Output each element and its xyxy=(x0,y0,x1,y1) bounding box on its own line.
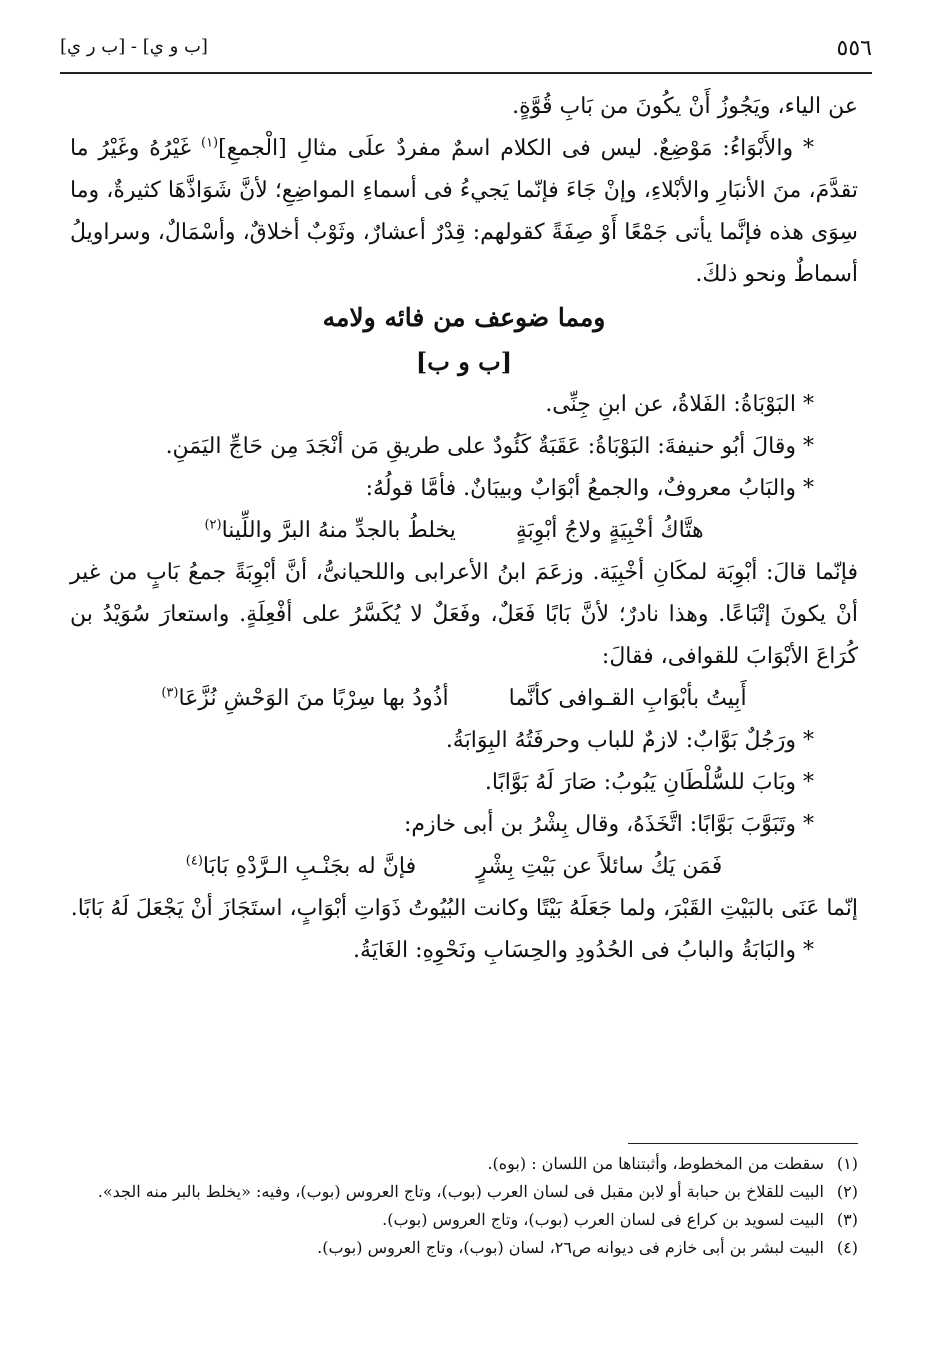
footnote-text: البيت لسويد بن كراع فى لسان العرب (بوب)، وتاج العروس (بوب). xyxy=(382,1210,824,1229)
verse-3-second-text: فإنَّ له بجَنْـبِ الـرَّدْهِ بَابَا xyxy=(202,854,417,879)
footnote-marker: (١) xyxy=(836,1154,858,1173)
header-rule xyxy=(60,72,872,74)
verse-2-second-hemistich xyxy=(161,678,448,720)
footnote xyxy=(76,1234,858,1262)
page-header xyxy=(60,30,872,70)
entry-text: * والأَبْوَاءُ: مَوْضِعٌ. ليس فى الكلام اسمٌ مفردٌ علَى مثالِ [الْجمعِ] xyxy=(218,136,814,161)
footnote-marker: (٢) xyxy=(836,1182,858,1201)
footnotes xyxy=(76,1150,858,1262)
paragraph: فإنّما قالَ: أبْوِبَة لمكَانِ أخْبِيَة. وزعَمَ ابنُ الأعرابى واللحيانىُّ، أنَّ أبْوِبَةً جمعُ بَابٍ من غير أنْ يكونَ إتْبَاعًا. وهذا نادرٌ؛ لأنَّ بَابًا فَعَلٌ، وفَعَلٌ لا يُكَسَّرُ على أفْعِلَةٍ. واستعارَ سُوَيْدُ بن كُرَاعَ الأبْوَابَ للقوافى، فقالَ: xyxy=(70,560,858,669)
entry-bawwab: * ورَجُلٌ بَوَّابٌ: لازمٌ للباب وحرفَتُهُ البِوَابَةُ. xyxy=(445,728,814,753)
entry-abu-hanifa: * وقالَ أبُو حنيفةَ: البَوْبَاةُ: عَقَبَةٌ كَئُودٌ على طريقِ مَن أنْجَدَ مِن حَاجِّ اليَمَنِ. xyxy=(165,434,814,459)
footnote-rule xyxy=(628,1143,858,1144)
footnote xyxy=(76,1150,858,1178)
footnote-ref-3: (٣) xyxy=(161,685,179,701)
entry-babah: * والبَابَةُ والبابُ فى الحُدُودِ والحِسَابِ ونَحْوِهِ: الغَايَةُ. xyxy=(353,938,814,963)
verse-2-first-hemistich: أَبِيتُ بأبْوَابِ القـوافى كأنَّما xyxy=(508,686,747,711)
entry-bawbah: * البَوْبَاةُ: الفَلاةُ، عن ابنِ جِنِّى. xyxy=(545,392,814,417)
entry-text-continued: غَيْرُهُ وغَيْرُ ما تقدَّمَ، منَ الأنبَارِ والأبْلاءِ، وإنْ جَاءَ فإنّما يَجيءُ فى أسماءِ المواضِعِ؛ لأنَّ شَوَاذَّهَا كثيرةٌ، وما سِوَى هذه فإنَّما يأتى جَمْعًا أَوْ صِفَةً كقولهم: قِدْرٌ أعشارٌ، وثَوْبٌ أخلاقٌ، وأسْمَالٌ، وسراويلُ أسماطٌ ونحو ذلكَ. xyxy=(70,136,858,287)
verse-3 xyxy=(70,846,858,888)
verse-1 xyxy=(70,510,858,552)
verse-2 xyxy=(70,678,858,720)
entry-abwaa xyxy=(70,128,858,296)
footnote-ref-2: (٢) xyxy=(204,517,222,533)
footnote xyxy=(76,1178,858,1206)
main-text xyxy=(70,86,858,972)
running-header-root: [ب و ي] - [ب ر ي] xyxy=(60,36,208,57)
footnote-marker: (٣) xyxy=(836,1210,858,1229)
root-heading: [ب و ب] xyxy=(415,347,513,376)
footnote-text: البيت لبشر بن أبى خازم فى ديوانه ص٢٦، لسان (بوب)، وتاج العروس (بوب). xyxy=(317,1238,824,1257)
footnote xyxy=(76,1206,858,1234)
footnote-text: سقطت من المخطوط، وأثبتناها من اللسان : (بوه). xyxy=(487,1154,824,1173)
verse-1-second-hemistich xyxy=(204,510,455,552)
entry-bab: * والبَابُ معروفٌ، والجمعُ أبْوَابٌ وبيبَانٌ. فأمَّا قولُهُ: xyxy=(365,476,814,501)
verse-1-second-text: يخلطُ بالجدِّ منهُ البرَّ واللِّينا xyxy=(221,518,456,543)
section-heading: ومما ضوعف من فائه ولامه xyxy=(322,303,606,332)
verse-1-first-hemistich: هتَّاكُ أخْبِيَةٍ ولاجُ أبْوِبَةٍ xyxy=(515,518,704,543)
verse-2-second-text: أذُودُ بها سِرْبًا منَ الوَحْشِ نُزَّعَا xyxy=(178,686,449,711)
entry-tabawwaba: * وتَبَوَّبَ بَوَّابًا: اتَّخَذَهُ، وقال بِشْرُ بن أبى خازم: xyxy=(404,812,814,837)
page-number: ٥٥٦ xyxy=(836,36,872,61)
footnote-ref-4: (٤) xyxy=(185,853,203,869)
paragraph: عن الياء، ويَجُوزُ أَنْ يكُونَ من بَابِ قُوَّةٍ. xyxy=(512,94,858,119)
verse-3-second-hemistich xyxy=(186,846,416,888)
footnote-marker: (٤) xyxy=(836,1238,858,1257)
verse-3-first-hemistich: فَمَن يَكُ سائلاً عن بَيْتِ بِشْرٍ xyxy=(476,854,723,879)
footnote-text: البيت للقلاخ بن حبابة أو لابن مقبل فى لسان العرب (بوب)، وتاج العروس (بوب)، وفيه: «يخلط بالبر منه الجد». xyxy=(97,1182,824,1201)
entry-baba-lil-sultan: * وبَابَ للسُّلْطَانِ يَبُوبُ: صَارَ لَهُ بَوَّابًا. xyxy=(484,770,814,795)
paragraph: إنّما عَنَى بالبَيْتِ القَبْرَ، ولما جَعَلَهُ بَيْتًا وكانت البُيُوتُ ذَوَاتِ أبْوَابٍ، استَجَازَ أنْ يَجْعَلَ لَهُ بَابًا. xyxy=(70,896,858,921)
footnote-ref-1: (١) xyxy=(200,135,219,151)
